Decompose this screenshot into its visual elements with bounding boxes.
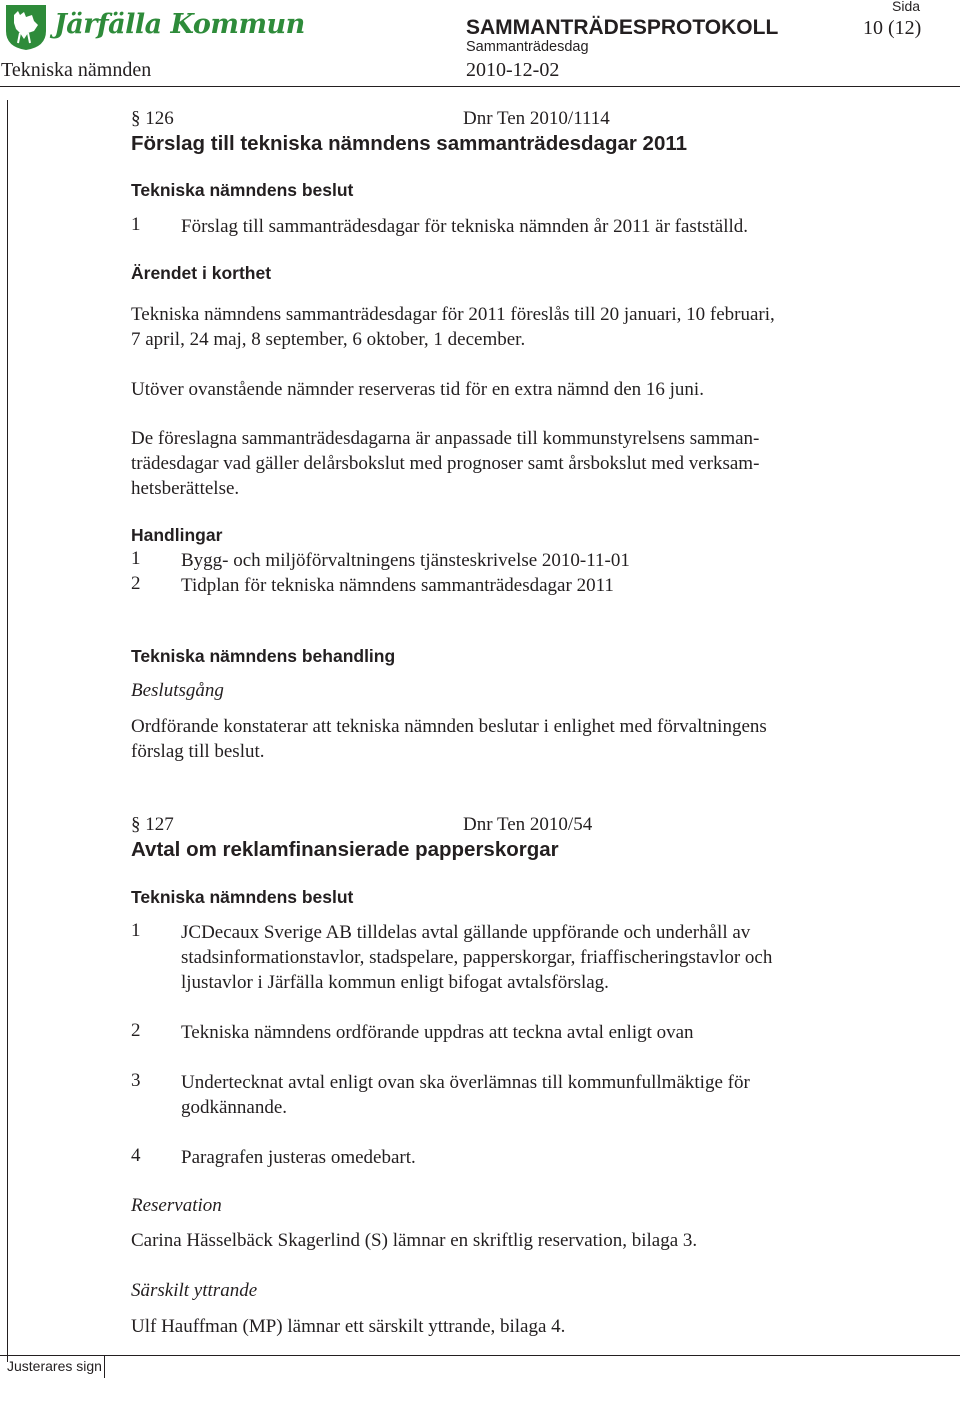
decision-item-text [181, 1020, 694, 1045]
statement-heading: Särskilt yttrande [131, 1280, 258, 1301]
decision-item-number: 1 [131, 214, 141, 235]
statement-text: Ulf Hauffman (MP) lämnar ett särskilt yttrande, bilaga 4. [131, 1316, 566, 1337]
decision-item-text [181, 1145, 416, 1170]
summary-paragraph-3 [131, 426, 759, 501]
decision-heading: Tekniska nämndens beslut [131, 180, 354, 200]
text-line: stadsinformationstavlor, stadspelare, papperskorgar, friaffischeringstavlor och [181, 947, 773, 968]
text-line: Undertecknat avtal enligt ovan ska överlämnas till kommunfullmäktige för [181, 1072, 750, 1093]
decision-item-text: Förslag till sammanträdesdagar för tekniska nämnden år 2011 är fastställd. [181, 216, 749, 237]
meeting-date: 2010-12-02 [466, 59, 560, 81]
footer-divider [0, 1355, 960, 1356]
summary-heading: Ärendet i korthet [131, 263, 272, 283]
text-line: JCDecaux Sverige AB tilldelas avtal gällande uppförande och underhåll av [181, 922, 751, 943]
reservation-heading: Reservation [131, 1195, 222, 1216]
signature-box-divider [104, 1356, 105, 1378]
document-type: SAMMANTRÄDESPROTOKOLL [466, 16, 779, 39]
text-line: hetsberättelse. [131, 478, 240, 499]
margin-divider [7, 100, 8, 1362]
decision-item-number: 4 [131, 1145, 141, 1166]
document-text: Bygg- och miljöförvaltningens tjänsteskrivelse 2010-11-01 [181, 550, 630, 571]
text-line: De föreslagna sammanträdesdagarna är anpassade till kommunstyrelsens samman- [131, 428, 760, 449]
decision-item-number: 3 [131, 1070, 141, 1091]
section-title: Förslag till tekniska nämndens sammanträdesdagar 2011 [131, 132, 688, 155]
document-text: Tidplan för tekniska nämndens sammanträdesdagar 2011 [181, 575, 614, 596]
municipality-logo [4, 3, 305, 51]
decision-item-text [181, 920, 772, 995]
reservation-text: Carina Hässelbäck Skagerlind (S) lämnar en skriftlig reservation, bilaga 3. [131, 1230, 698, 1251]
header-divider [0, 86, 960, 87]
handling-heading: Tekniska nämndens behandling [131, 646, 396, 666]
text-line: trädesdagar vad gäller delårsbokslut med prognoser samt årsbokslut med verksam- [131, 453, 760, 474]
paragraph-number: § 127 [131, 814, 174, 835]
diary-number: Dnr Ten 2010/54 [463, 814, 593, 835]
decision-item-number: 2 [131, 1020, 141, 1041]
decision-item-number: 1 [131, 920, 141, 941]
text-line: Paragrafen justeras omedebart. [181, 1147, 416, 1168]
logo-wordmark: Järfälla Kommun [54, 9, 305, 40]
decision-item-text [181, 1070, 750, 1120]
summary-paragraph-2: Utöver ovanstående nämnder reserveras tid för en extra nämnd den 16 juni. [131, 379, 704, 400]
section-title: Avtal om reklamfinansierade papperskorgar [131, 838, 559, 861]
document-number: 1 [131, 548, 141, 569]
text-line: Ordförande konstaterar att tekniska nämnden beslutar i enlighet med förvaltningens [131, 716, 767, 737]
diary-number: Dnr Ten 2010/1114 [463, 108, 610, 129]
meeting-type: Sammanträdesdag [466, 39, 589, 55]
text-line: godkännande. [181, 1097, 288, 1118]
department-name: Tekniska nämnden [1, 59, 152, 81]
text-line: Tekniska nämndens sammanträdesdagar för 2011 föreslås till 20 januari, 10 februari, [131, 304, 775, 325]
paragraph-number: § 126 [131, 108, 174, 129]
text-line: 7 april, 24 maj, 8 september, 6 oktober, 1 december. [131, 329, 526, 350]
document-number: 2 [131, 573, 141, 594]
text-line: ljustavlor i Järfälla kommun enligt bifogat avtalsförslag. [181, 972, 609, 993]
procedure-text [131, 714, 767, 764]
page-label: Sida [892, 0, 921, 14]
decision-heading: Tekniska nämndens beslut [131, 887, 354, 907]
documents-heading: Handlingar [131, 525, 223, 545]
procedure-heading: Beslutsgång [131, 680, 224, 701]
text-line: förslag till beslut. [131, 741, 265, 762]
text-line: Tekniska nämndens ordförande uppdras att teckna avtal enligt ovan [181, 1022, 694, 1043]
signature-label: Justerares sign [7, 1358, 102, 1374]
summary-paragraph-1 [131, 302, 775, 352]
page-number: 10 (12) [863, 17, 922, 39]
